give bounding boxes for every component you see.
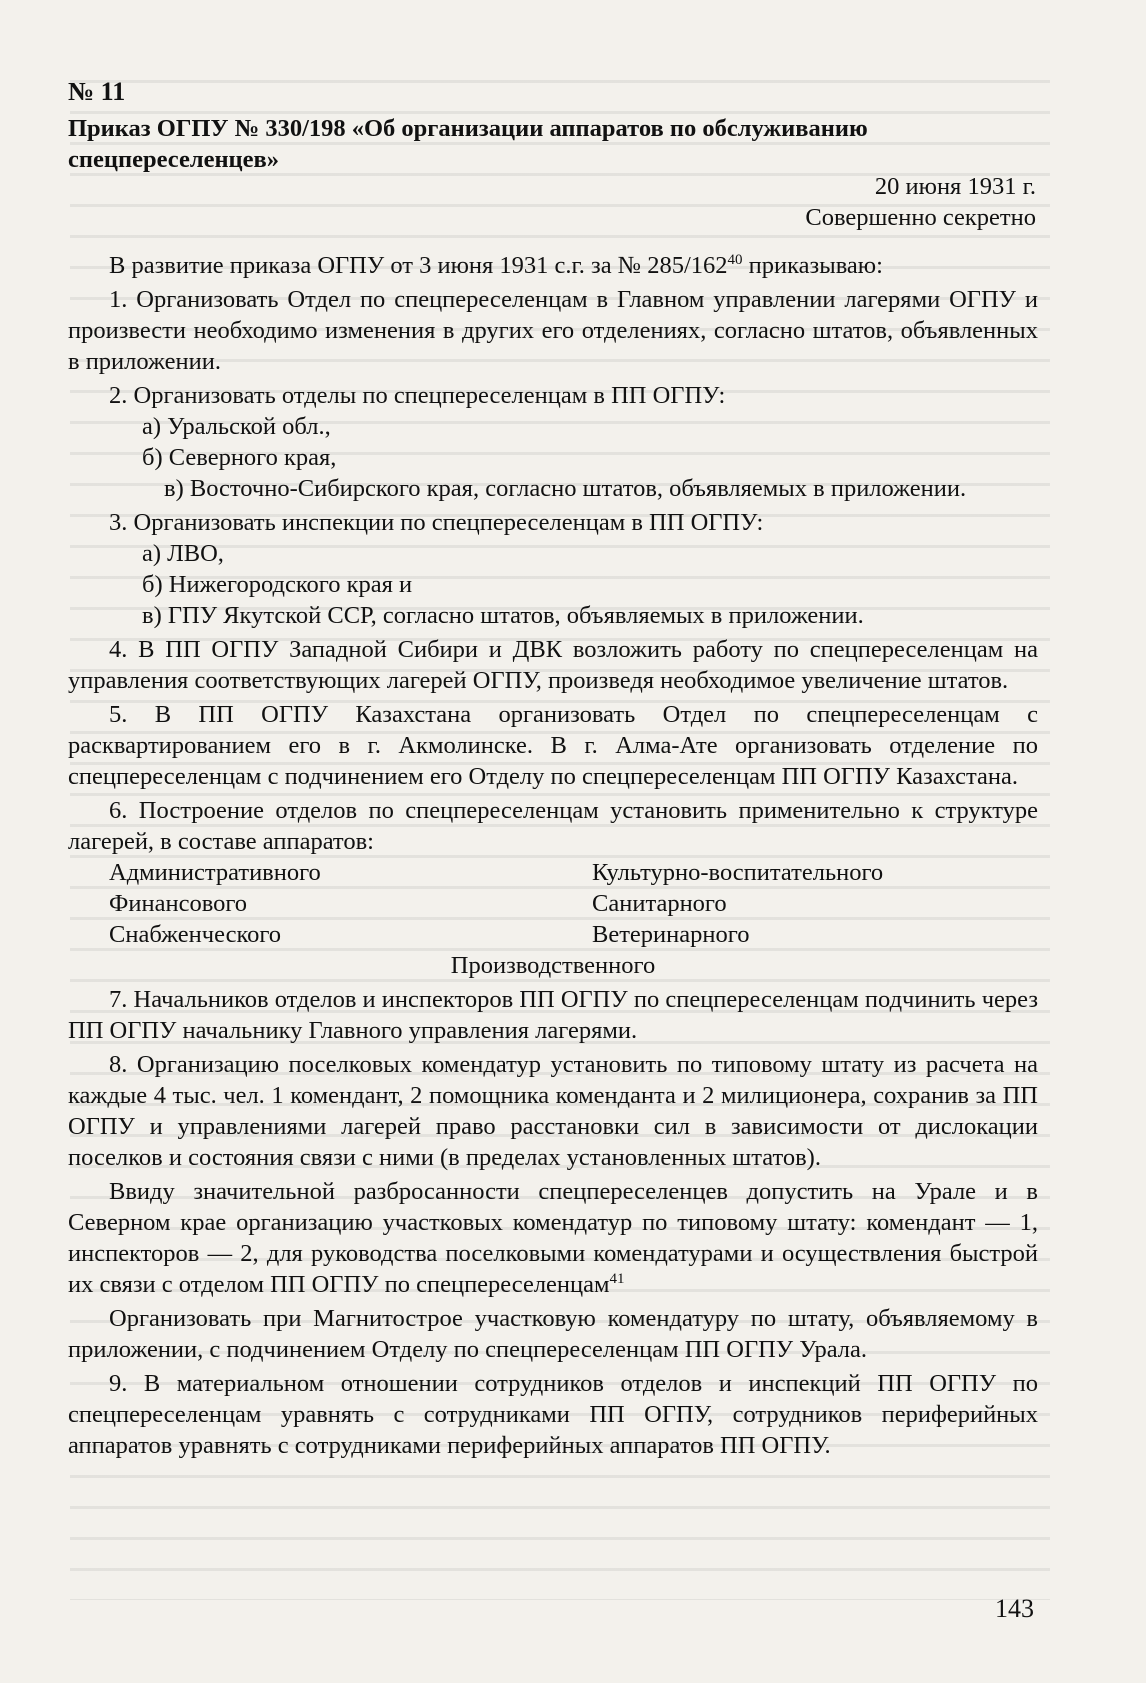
paragraph-2: 2. Организовать отделы по спецпереселенцам в ПП ОГПУ: [109,382,726,409]
paragraph-7: 7. Начальников отделов и инспекторов ПП ОГПУ по спецпереселенцам подчинить через ПП ОГПУ начальнику Главного управления лагерями. [68,986,1038,1044]
paragraph-9: 9. В материальном отношении сотрудников отделов и инспекций ПП ОГПУ по спецпереселенцам уравнять с сотрудниками ПП ОГПУ, сотрудников периферийных аппаратов уравнять с сотрудниками периферийных аппаратов ПП ОГПУ. [68,1370,1038,1459]
paragraph-8: 8. Организацию поселковых комендатур установить по типовому штату из расчета на каждые 4 тыс. чел. 1 комендант, 2 помощника коменданта и 2 милиционера, сохранив за ПП ОГПУ и управлениями лагерей право расстановки сил в зависимости от дислокации поселков и состояния связи с ними (в пределах установленных штатов). [68,1051,1038,1171]
intro-text-end: приказываю: [742,252,883,279]
apparatus-item-production: Производственного [450,952,656,979]
apparatus-item: Финансового [109,890,248,917]
paragraph-6: 6. Построение отделов по спецпереселенцам установить применительно к структуре лагерей, в составе аппаратов: [68,797,1038,855]
paragraph-4: 4. В ПП ОГПУ Западной Сибири и ДВК возложить работу по спецпереселенцам на управления соответствующих лагерей ОГПУ, произведя необходимое увеличение штатов. [68,636,1038,694]
paragraph-3-item-b: б) Нижегородского края и [142,571,413,598]
paragraph-3-item-c: в) ГПУ Якутской ССР, согласно штатов, объявляемых в приложении. [142,602,864,629]
apparatus-item: Ветеринарного [592,921,750,948]
paragraph-3-item-a: а) ЛВО, [142,540,224,567]
paragraph-8-magnitostroy: Организовать при Магнитострое участковую комендатуру по штату, объявляемому в приложении, с подчинением Отделу по спецпереселенцам ПП ОГПУ Урала. [68,1305,1038,1363]
footnote-ref-40: 40 [727,251,743,268]
apparatus-list [109,857,1039,950]
apparatus-item: Снабженческого [109,921,282,948]
paragraph-2-item-a: а) Уральской обл., [142,413,331,440]
paragraph-8-continued [68,1176,1038,1300]
apparatus-item: Культурно-воспитательного [592,859,884,886]
paragraph-1: 1. Организовать Отдел по спецпереселенцам в Главном управлении лагерями ОГПУ и произвести необходимо изменения в других его отделениях, согласно штатов, объявленных в приложении. [68,286,1038,375]
paragraph-3: 3. Организовать инспекции по спецпереселенцам в ПП ОГПУ: [109,509,764,536]
paragraph-5: 5. В ПП ОГПУ Казахстана организовать Отдел по спецпереселенцам с расквартированием его в г. Акмолинске. В г. Алма-Ате организовать отделение по спецпереселенцам с подчинением его Отделу по спецпереселенцам ПП ОГПУ Казахстана. [68,701,1038,790]
paragraph-2-item-c: в) Восточно-Сибирского края, согласно штатов, объявляемых в приложении. [164,475,967,502]
footnote-ref-41: 41 [609,1270,625,1287]
apparatus-item: Административного [109,859,321,886]
paragraph-8b-text: Ввиду значительной разбросанности спецпереселенцев допустить на Урале и в Северном крае организацию участковых комендатур по типовому штату: комендант — 1, инспекторов — 2, для руководства поселковыми комендатурами и осуществления быстрой их связи с отделом ПП ОГПУ по спецпереселенцам [68,1178,1038,1298]
document-date: 20 июня 1931 г. [874,173,1036,200]
paragraph-2-item-b: б) Северного края, [142,444,337,471]
document-title: Приказ ОГПУ № 330/198 «Об организации аппаратов по обслуживанию спецпереселенцев» [68,115,868,173]
intro-paragraph [68,250,1038,281]
classification-label: Совершенно секретно [805,204,1036,231]
document-body [68,250,1038,1464]
apparatus-item: Санитарного [592,890,727,917]
page-number: 143 [995,1594,1034,1623]
document-number: № 11 [68,77,126,106]
intro-text: В развитие приказа ОГПУ от 3 июня 1931 с.г. за № 285/162 [109,252,728,279]
